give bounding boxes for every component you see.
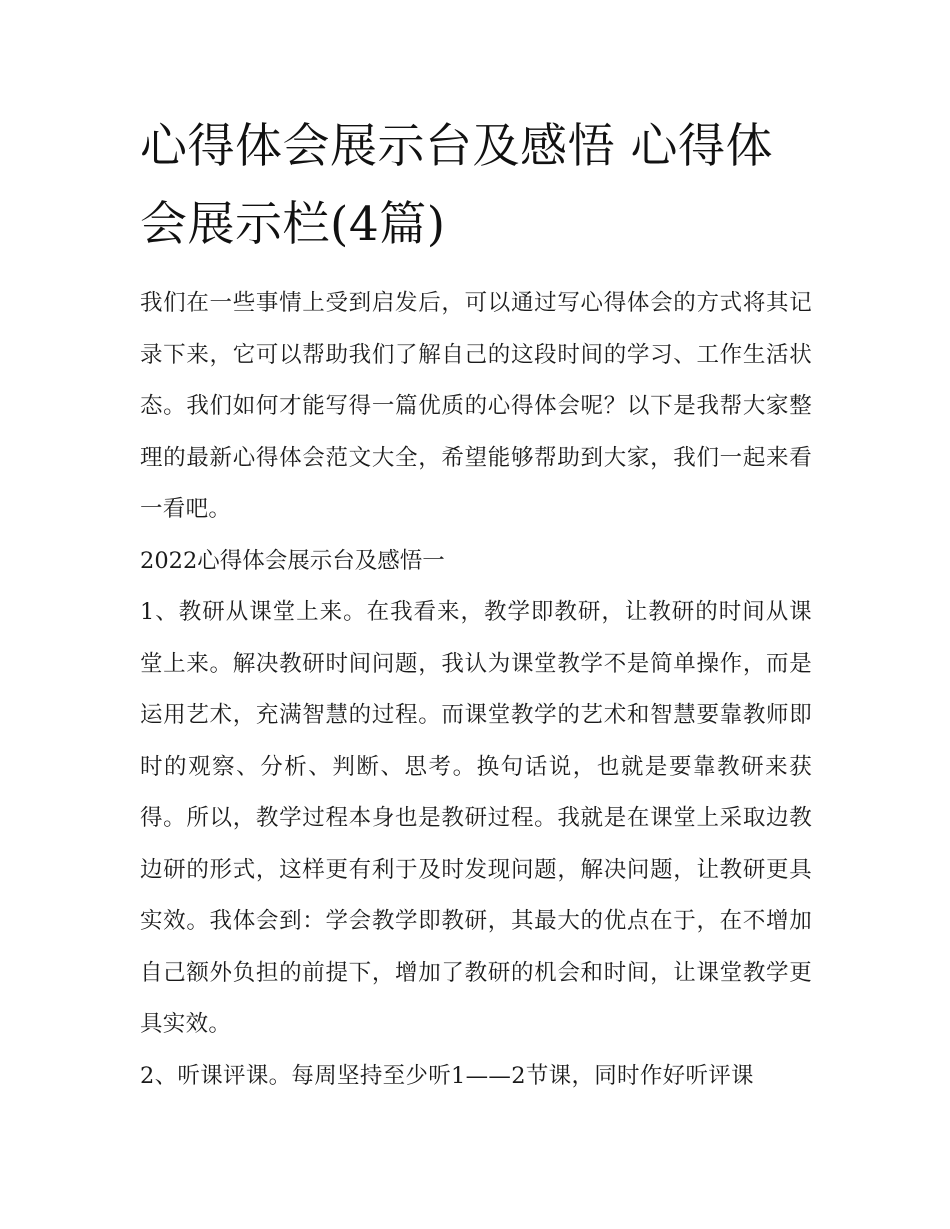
intro-paragraph: 我们在一些事情上受到启发后，可以通过写心得体会的方式将其记录下来，它可以帮助我们了解自己的这段时间的学习、工作生活状态。我们如何才能写得一篇优质的心得体会呢？以下是我帮大家整理的最新心得体会范文大全，希望能够帮助到大家，我们一起来看一看吧。 xyxy=(140,290,812,522)
document-body xyxy=(140,108,812,1102)
body-paragraph-2: 2、听课评课。每周坚持至少听1——2节课，同时作好听评课 xyxy=(140,1062,754,1089)
section-heading: 2022心得体会展示台及感悟一 xyxy=(140,547,445,574)
document-title: 心得体会展示台及感悟 心得体会展示栏(4篇) xyxy=(140,119,773,252)
body-paragraph-1: 1、教研从课堂上来。在我看来，教学即教研，让教研的时间从课堂上来。解决教研时间问题，我认为课堂教学不是简单操作，而是运用艺术，充满智慧的过程。而课堂教学的艺术和智慧要靠教师即时的观察、分析、判断、思考。换句话说，也就是要靠教研来获得。所以，教学过程本身也是教研过程。我就是在课堂上采取边教边研的形式，这样更有利于及时发现问题，解决问题，让教研更具实效。我体会到：学会教学即教研，其最大的优点在于，在不增加自己额外负担的前提下，增加了教研的机会和时间，让课堂教学更具实效。 xyxy=(140,599,812,1037)
